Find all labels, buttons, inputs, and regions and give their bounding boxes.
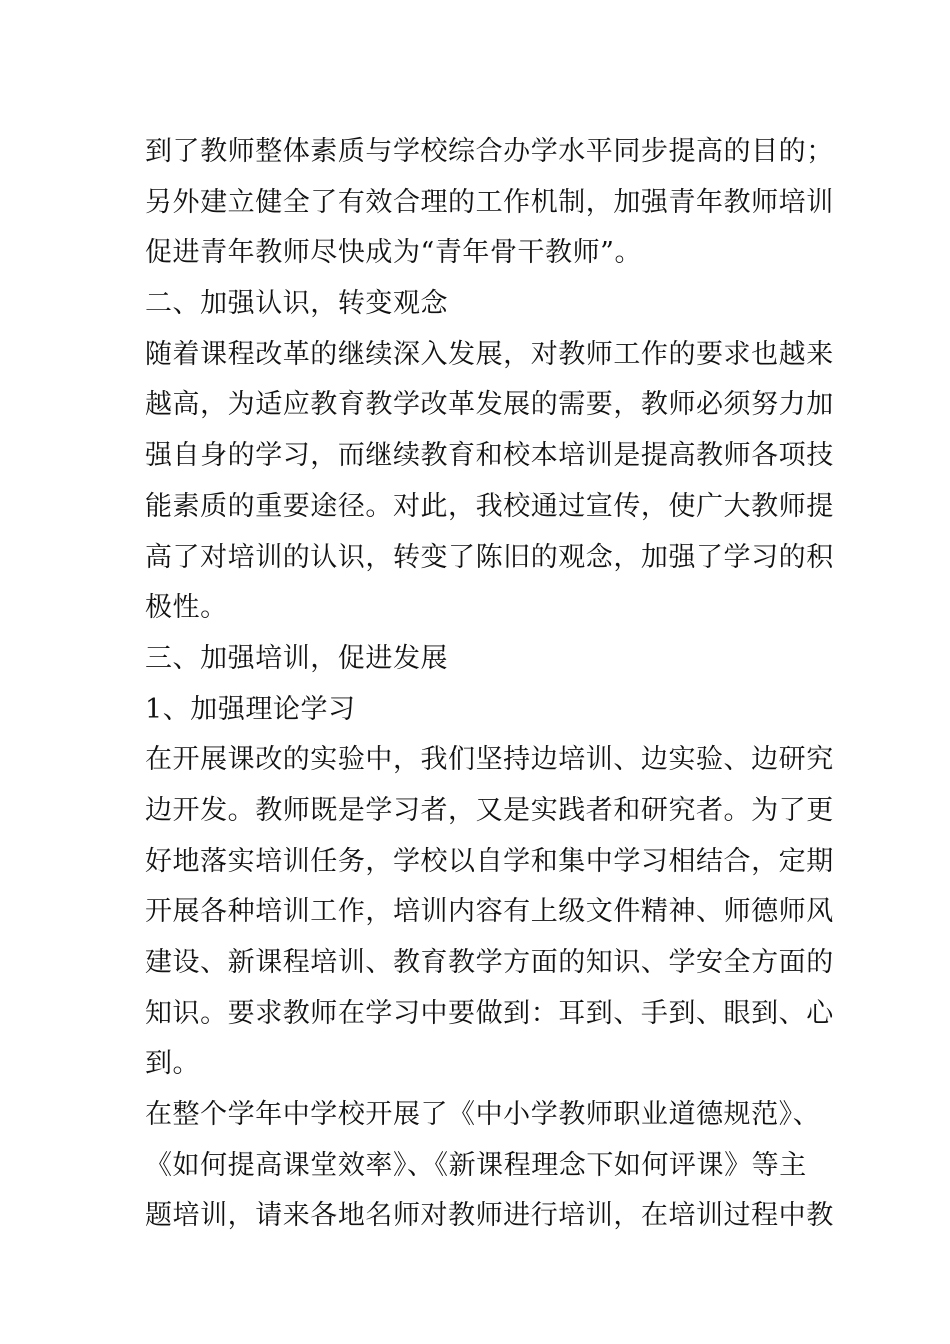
section-heading: 三、加强培训，促进发展 bbox=[145, 642, 449, 674]
text-line: 开展各种培训工作，培训内容有上级文件精神、师德师风 bbox=[145, 896, 834, 928]
text-line: 随着课程改革的继续深入发展，对教师工作的要求也越来 bbox=[145, 338, 834, 370]
text-line: 另外建立健全了有效合理的工作机制，加强青年教师培训 bbox=[145, 186, 834, 218]
subsection-heading: 1、加强理论学习 bbox=[145, 693, 356, 725]
text-line: 题培训，请来各地名师对教师进行培训，在培训过程中教 bbox=[145, 1200, 834, 1232]
document-body bbox=[145, 127, 834, 1242]
text-line: 高了对培训的认识，转变了陈旧的观念，加强了学习的积 bbox=[145, 541, 834, 573]
text-line: 建设、新课程培训、教育教学方面的知识、学安全方面的 bbox=[145, 947, 834, 978]
text-line: 促进青年教师尽快成为“青年骨干教师”。 bbox=[145, 237, 643, 269]
text-line: 知识。要求教师在学习中要做到：耳到、手到、眼到、心 bbox=[145, 997, 834, 1029]
text-line: 极性。 bbox=[145, 592, 228, 624]
text-line: 到。 bbox=[145, 1048, 201, 1080]
text-line: 《如何提高课堂效率》、《新课程理念下如何评课》等主 bbox=[145, 1149, 807, 1181]
text-line: 能素质的重要途径。对此，我校通过宣传，使广大教师提 bbox=[145, 490, 834, 522]
text-line: 到了教师整体素质与学校综合办学水平同步提高的目的； bbox=[145, 136, 834, 167]
text-line: 越高，为适应教育教学改革发展的需要，教师必须努力加 bbox=[145, 389, 834, 421]
section-heading: 二、加强认识，转变观念 bbox=[145, 288, 449, 320]
text-line: 好地落实培训任务，学校以自学和集中学习相结合，定期 bbox=[145, 845, 834, 877]
text-line: 在开展课改的实验中，我们坚持边培训、边实验、边研究 bbox=[145, 744, 834, 776]
text-line: 边开发。教师既是学习者，又是实践者和研究者。为了更 bbox=[145, 794, 834, 826]
text-line: 在整个学年中学校开展了《中小学教师职业道德规范》、 bbox=[145, 1099, 821, 1131]
text-line: 强自身的学习，而继续教育和校本培训是提高教师各项技 bbox=[145, 440, 834, 472]
